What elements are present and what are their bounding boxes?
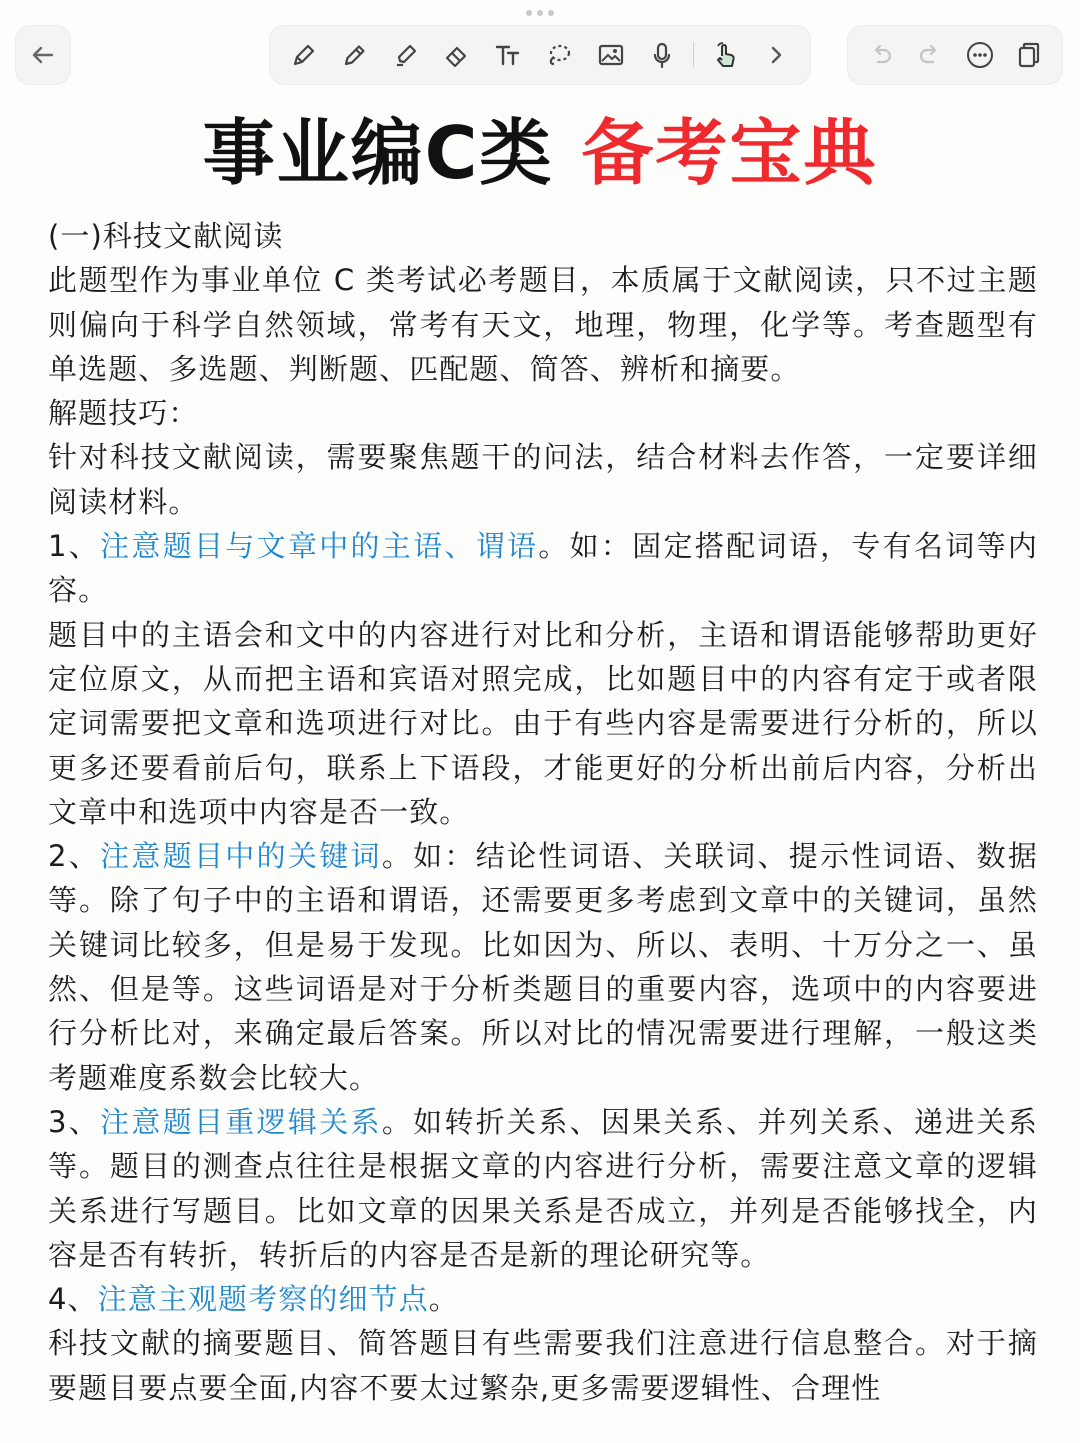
point-4-body: 科技文献的摘要题目、简答题目有些需要我们注意进行信息整合。对于摘要题目要点要全面,内容不要太过繁杂,更多需要逻辑性、合理性 — [48, 1326, 1038, 1405]
pen-icon[interactable] — [284, 35, 324, 75]
tips-paragraph: 针对科技文献阅读，需要聚焦题干的问法，结合材料去作答，一定要详细阅读材料。 — [48, 440, 1038, 519]
title-red-part: 备考宝典 — [581, 111, 878, 195]
more-icon[interactable] — [960, 35, 1000, 75]
lasso-icon[interactable] — [539, 35, 579, 75]
toolbar — [0, 26, 1080, 86]
undo-icon[interactable] — [861, 35, 901, 75]
point-text: 。如：结论性词语、关联词、提示性词语、数据等。除了句子中的主语和谓语，还需要更多考虑到文章中的关键词，虽然关键词比较多，但是易于发现。比如因为、所以、表明、十万分之一、虽然、但是等。这些词语是对于分析类题目的重要内容，选项中的内容要进行分析比对，来确定最后答案。所以对比的情况需要进行理解，一般这类考题难度系数会比较大。 — [48, 839, 1038, 1095]
back-arrow-icon[interactable] — [23, 35, 63, 75]
redo-icon[interactable] — [910, 35, 950, 75]
text-tool-icon[interactable] — [488, 35, 528, 75]
point-number: 2、 — [48, 839, 101, 874]
point-1-body: 题目中的主语会和文中的内容进行对比和分析，主语和谓语能够帮助更好定位原文，从而把主语和宾语对照完成，比如题目中的内容有定于或者限定词需要把文章和选项进行对比。由于有些内容是需要进行分析的，所以更多还要看前后句，联系上下语段，才能更好的分析出前后内容，分析出文章中和选项中内容是否一致。 — [48, 617, 1038, 829]
toolbar-tools-group — [270, 26, 810, 84]
drag-handle[interactable] — [526, 10, 554, 16]
highlighter-icon[interactable] — [386, 35, 426, 75]
point-text: 。如转折关系、因果关系、并列关系、递进关系等。题目的测查点往往是根据文章的内容进行分析，需要注意文章的逻辑关系进行写题目。比如文章的因果关系是否成立，并列是否能够找全，内容是否有转折，转折后的内容是否是新的理论研究等。 — [48, 1104, 1038, 1272]
point-highlight: 注意主观题考察的细节点 — [97, 1282, 429, 1317]
pencil-icon[interactable] — [335, 35, 375, 75]
point-highlight: 注意题目与文章中的主语、谓语 — [100, 529, 539, 564]
section-heading: (一)科技文献阅读 — [48, 219, 284, 253]
point-number: 3、 — [48, 1104, 101, 1139]
eraser-icon[interactable] — [437, 35, 477, 75]
point-highlight: 注意题目中的关键词 — [100, 839, 382, 874]
tips-label: 解题技巧： — [48, 396, 199, 431]
point-text: 。 — [428, 1282, 459, 1317]
microphone-icon[interactable] — [642, 35, 682, 75]
point-3 — [48, 1100, 1038, 1277]
title-black-part: 事业编C类 — [202, 111, 554, 195]
toolbar-divider — [693, 42, 694, 68]
point-number: 4、 — [48, 1282, 98, 1317]
point-1 — [48, 524, 1038, 613]
toolbar-left-group — [16, 26, 70, 84]
point-number: 1、 — [48, 529, 101, 564]
pages-icon[interactable] — [1009, 35, 1049, 75]
image-icon[interactable] — [591, 35, 631, 75]
chevron-right-icon[interactable] — [756, 35, 796, 75]
intro-paragraph: 此题型作为事业单位 C 类考试必考题目，本质属于文献阅读，只不过主题则偏向于科学自然领域，常考有天文，地理，物理，化学等。考查题型有单选题、多选题、判断题、匹配题、简答、辨析和摘要。 — [48, 263, 1038, 386]
document-title — [0, 108, 1080, 198]
hand-touch-icon[interactable] — [705, 35, 745, 75]
point-text: 。如：固定搭配词语，专有名词等内容。 — [48, 529, 1038, 608]
point-2 — [48, 834, 1038, 1100]
toolbar-right-group — [848, 26, 1062, 84]
point-highlight: 注意题目重逻辑关系 — [100, 1104, 382, 1139]
point-4 — [48, 1277, 1038, 1321]
document-body — [48, 214, 1038, 1410]
